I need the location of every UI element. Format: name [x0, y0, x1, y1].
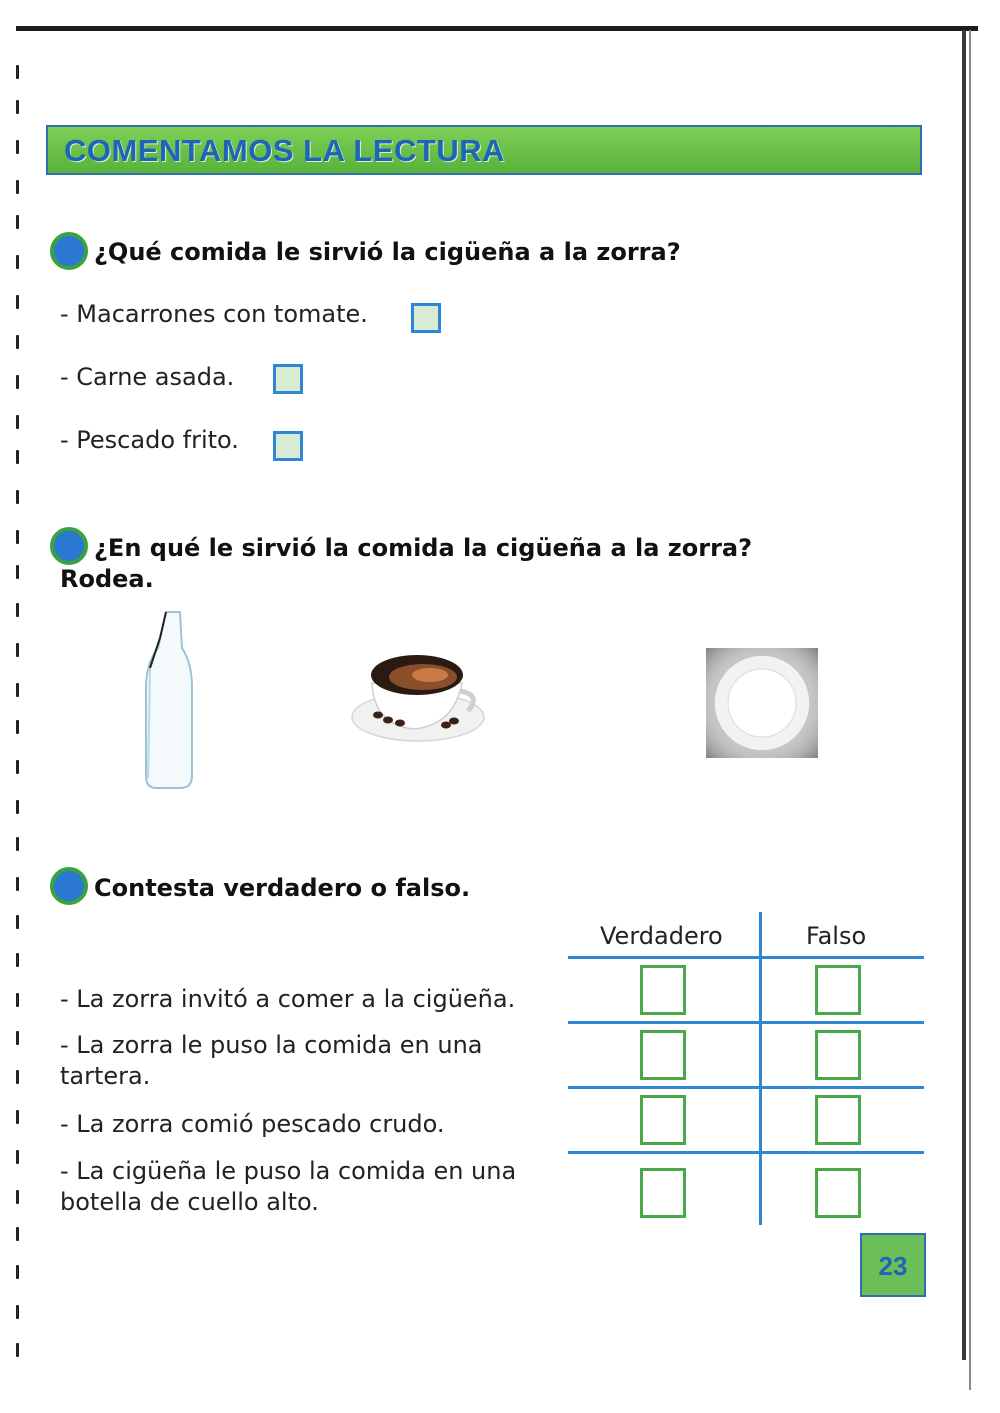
section-header-bar	[46, 125, 922, 175]
page-right-rule-inner	[969, 30, 971, 1390]
question-3-text: Contesta verdadero o falso.	[94, 874, 471, 902]
option-macarrones: - Macarrones con tomate.	[60, 300, 368, 328]
statement-1-falso-checkbox[interactable]	[815, 965, 861, 1015]
option-pescado: - Pescado frito.	[60, 426, 239, 454]
plate-image[interactable]	[706, 648, 818, 758]
page-number-box	[860, 1233, 926, 1297]
page-top-rule	[16, 26, 978, 31]
column-verdadero: Verdadero	[600, 922, 723, 950]
statement-3-verdadero-checkbox[interactable]	[640, 1095, 686, 1145]
column-falso: Falso	[806, 922, 867, 950]
question-2-bullet-icon	[50, 527, 88, 565]
question-3-bullet-icon	[50, 867, 88, 905]
option-pescado-checkbox[interactable]	[273, 431, 303, 461]
coffee-cup-image[interactable]	[350, 645, 490, 750]
question-2-text: ¿En qué le sirvió la comida la cigüeña a la zorra?	[94, 534, 753, 562]
option-carne-checkbox[interactable]	[273, 364, 303, 394]
statement-4-falso-checkbox[interactable]	[815, 1168, 861, 1218]
statement-3-falso-checkbox[interactable]	[815, 1095, 861, 1145]
statement-2: - La zorra le puso la comida en una tartera.	[60, 1031, 483, 1090]
statement-1-verdadero-checkbox[interactable]	[640, 965, 686, 1015]
table-line	[568, 1151, 924, 1154]
section-title: COMENTAMOS LA LECTURA	[64, 133, 506, 168]
question-1-text: ¿Qué comida le sirvió la cigüeña a la zorra?	[94, 238, 681, 266]
statement-3: - La zorra comió pescado crudo.	[60, 1110, 445, 1138]
spiral-binding	[12, 55, 26, 1375]
question-1-bullet-icon	[50, 232, 88, 270]
table-line	[568, 956, 924, 959]
table-line	[568, 1021, 924, 1024]
bottle-image[interactable]	[136, 608, 200, 793]
question-2-instruction: Rodea.	[60, 565, 154, 593]
option-macarrones-checkbox[interactable]	[411, 303, 441, 333]
table-divider	[759, 912, 762, 1225]
statement-2-falso-checkbox[interactable]	[815, 1030, 861, 1080]
statement-4-verdadero-checkbox[interactable]	[640, 1168, 686, 1218]
page-number: 23	[878, 1251, 908, 1281]
statement-1: - La zorra invitó a comer a la cigüeña.	[60, 985, 516, 1013]
page-right-rule	[962, 30, 966, 1360]
option-carne: - Carne asada.	[60, 363, 235, 391]
table-line	[568, 1086, 924, 1089]
statement-4: - La cigüeña le puso la comida en una botella de cuello alto.	[60, 1157, 517, 1216]
statement-2-verdadero-checkbox[interactable]	[640, 1030, 686, 1080]
